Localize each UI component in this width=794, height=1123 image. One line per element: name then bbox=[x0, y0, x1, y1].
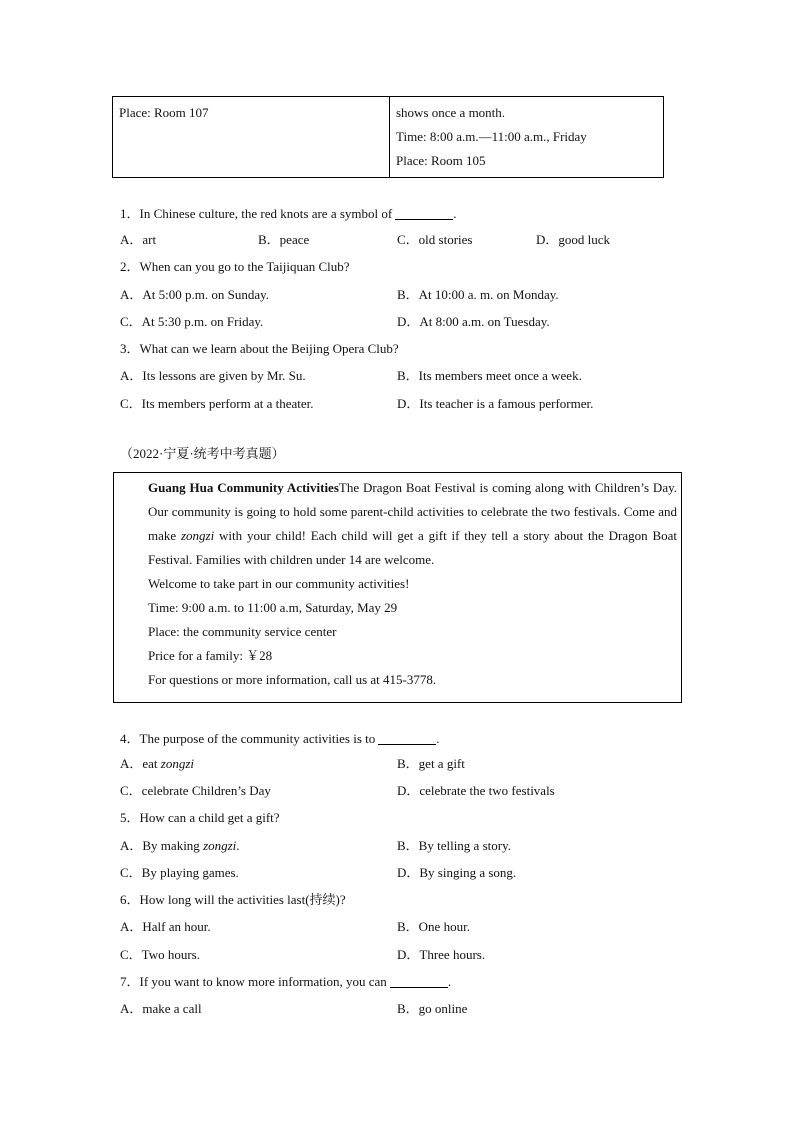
passage-box bbox=[113, 472, 682, 703]
question-5-stem: 5．How can a child get a gift? bbox=[120, 810, 280, 825]
club-info-table bbox=[112, 96, 664, 178]
answer-blank bbox=[378, 732, 436, 745]
question-6-stem: 6．How long will the activities last(持续)? bbox=[120, 892, 346, 907]
q3-option-b: B．Its members meet once a week. bbox=[397, 368, 582, 383]
passage-price: Price for a family: ￥28 bbox=[148, 648, 273, 663]
q5-option-c: C．By playing games. bbox=[120, 865, 239, 880]
question-2-stem: 2．When can you go to the Taijiquan Club? bbox=[120, 259, 350, 274]
table-left-line: Place: Room 107 bbox=[119, 105, 209, 120]
table-cell-left bbox=[113, 97, 390, 177]
q1-option-d: D．good luck bbox=[536, 232, 611, 247]
q6-option-b: B．One hour. bbox=[397, 919, 470, 934]
q4-option-b: B．get a gift bbox=[397, 756, 465, 771]
passage-time: Time: 9:00 a.m. to 11:00 a.m, Saturday, May 29 bbox=[148, 600, 398, 615]
q2-option-c: C．At 5:30 p.m. on Friday. bbox=[120, 314, 264, 329]
passage-place: Place: the community service center bbox=[148, 624, 337, 639]
q5-option-b: B．By telling a story. bbox=[397, 838, 511, 853]
passage-title: Guang Hua Community Activities bbox=[148, 480, 339, 495]
q7-option-b: B．go online bbox=[397, 1001, 468, 1016]
q3-option-d: D．Its teacher is a famous performer. bbox=[397, 396, 594, 411]
table-right-line: shows once a month. bbox=[396, 105, 506, 120]
question-3-stem: 3．What can we learn about the Beijing Opera Club? bbox=[120, 341, 399, 356]
answer-blank bbox=[395, 207, 453, 220]
question-4-stem: 4．The purpose of the community activities is to . bbox=[120, 731, 440, 746]
q1-option-c: C．old stories bbox=[397, 232, 473, 247]
table-right-line: Place: Room 105 bbox=[396, 153, 486, 168]
q6-option-d: D．Three hours. bbox=[397, 947, 486, 962]
passage-paragraph: Guang Hua Community ActivitiesThe Dragon Boat Festival is coming along with Children’s Day. Our community is going to hold some parent-child activities to celebrate the two festivals. Come and make zongzi with your child! Each child will get a gift if they tell a story about the Dragon Boat Festival. Families with children under 14 are welcome. bbox=[148, 480, 677, 567]
answer-blank bbox=[390, 975, 448, 988]
question-7-stem: 7．If you want to know more information, you can . bbox=[120, 974, 452, 989]
q2-option-b: B．At 10:00 a. m. on Monday. bbox=[397, 287, 559, 302]
passage-welcome: Welcome to take part in our community activities! bbox=[148, 576, 410, 591]
q6-option-a: A．Half an hour. bbox=[120, 919, 211, 934]
q4-option-a: A．eat zongzi bbox=[120, 756, 195, 771]
q7-option-a: A．make a call bbox=[120, 1001, 202, 1016]
q3-option-c: C．Its members perform at a theater. bbox=[120, 396, 314, 411]
q5-option-d: D．By singing a song. bbox=[397, 865, 517, 880]
q3-option-a: A．Its lessons are given by Mr. Su. bbox=[120, 368, 306, 383]
q4-option-c: C．celebrate Children’s Day bbox=[120, 783, 271, 798]
q1-option-b: B．peace bbox=[258, 232, 310, 247]
q2-option-d: D．At 8:00 a.m. on Tuesday. bbox=[397, 314, 550, 329]
source-label: （2022·宁夏·统考中考真题） bbox=[120, 446, 285, 461]
question-1-stem: 1．In Chinese culture, the red knots are a symbol of . bbox=[120, 206, 457, 221]
q5-option-a: A．By making zongzi. bbox=[120, 838, 240, 853]
q4-option-d: D．celebrate the two festivals bbox=[397, 783, 555, 798]
table-cell-right bbox=[390, 97, 663, 177]
q2-option-a: A．At 5:00 p.m. on Sunday. bbox=[120, 287, 270, 302]
q1-option-a: A．art bbox=[120, 232, 157, 247]
passage-contact: For questions or more information, call us at 415-3778. bbox=[148, 672, 437, 687]
table-right-line: Time: 8:00 a.m.—11:00 a.m., Friday bbox=[396, 129, 587, 144]
q6-option-c: C．Two hours. bbox=[120, 947, 200, 962]
